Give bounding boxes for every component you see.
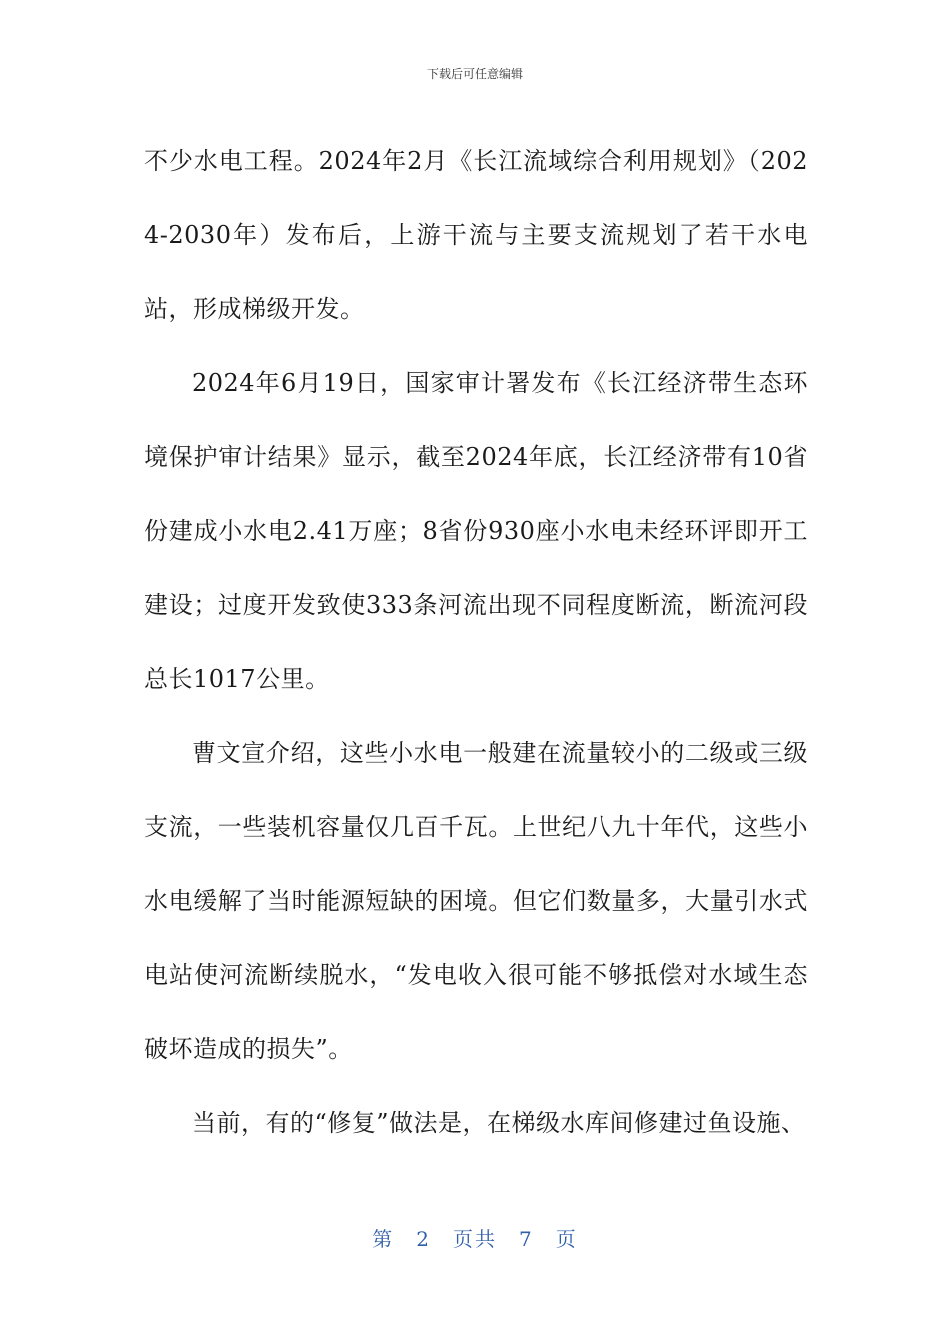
- footer-total-pages: 7: [519, 1227, 534, 1251]
- paragraph-1: 不少水电工程。2024年2月《长江流域综合利用规划》（2024-2030年）发布后，上游干流与主要支流规划了若干水电站，形成梯级开发。: [144, 147, 808, 323]
- paragraph-2: 2024年6月19日，国家审计署发布《长江经济带生态环境保护审计结果》显示，截至2024年底，长江经济带有10省份建成小水电2.41万座；8省份930座小水电未经环评即开工建设；过度开发致使333条河流出现不同程度断流，断流河段总长1017公里。: [144, 369, 808, 693]
- footer-suffix: 页: [555, 1227, 578, 1251]
- document-body: [144, 124, 808, 1160]
- paragraph-4: 当前，有的“修复”做法是，在梯级水库间修建过鱼设施、: [192, 1109, 806, 1137]
- footer-middle: 页共: [453, 1227, 497, 1251]
- footer-current-page: 2: [416, 1227, 431, 1251]
- footer-prefix: 第: [372, 1227, 395, 1251]
- paragraph-3: 曹文宣介绍，这些小水电一般建在流量较小的二级或三级支流，一些装机容量仅几百千瓦。上世纪八九十年代，这些小水电缓解了当时能源短缺的困境。但它们数量多，大量引水式电站使河流断续脱水，“发电收入很可能不够抵偿对水域生态破坏造成的损失”。: [144, 739, 808, 1063]
- header-note: 下载后可任意编辑: [426, 67, 523, 81]
- page-footer: [0, 1225, 950, 1253]
